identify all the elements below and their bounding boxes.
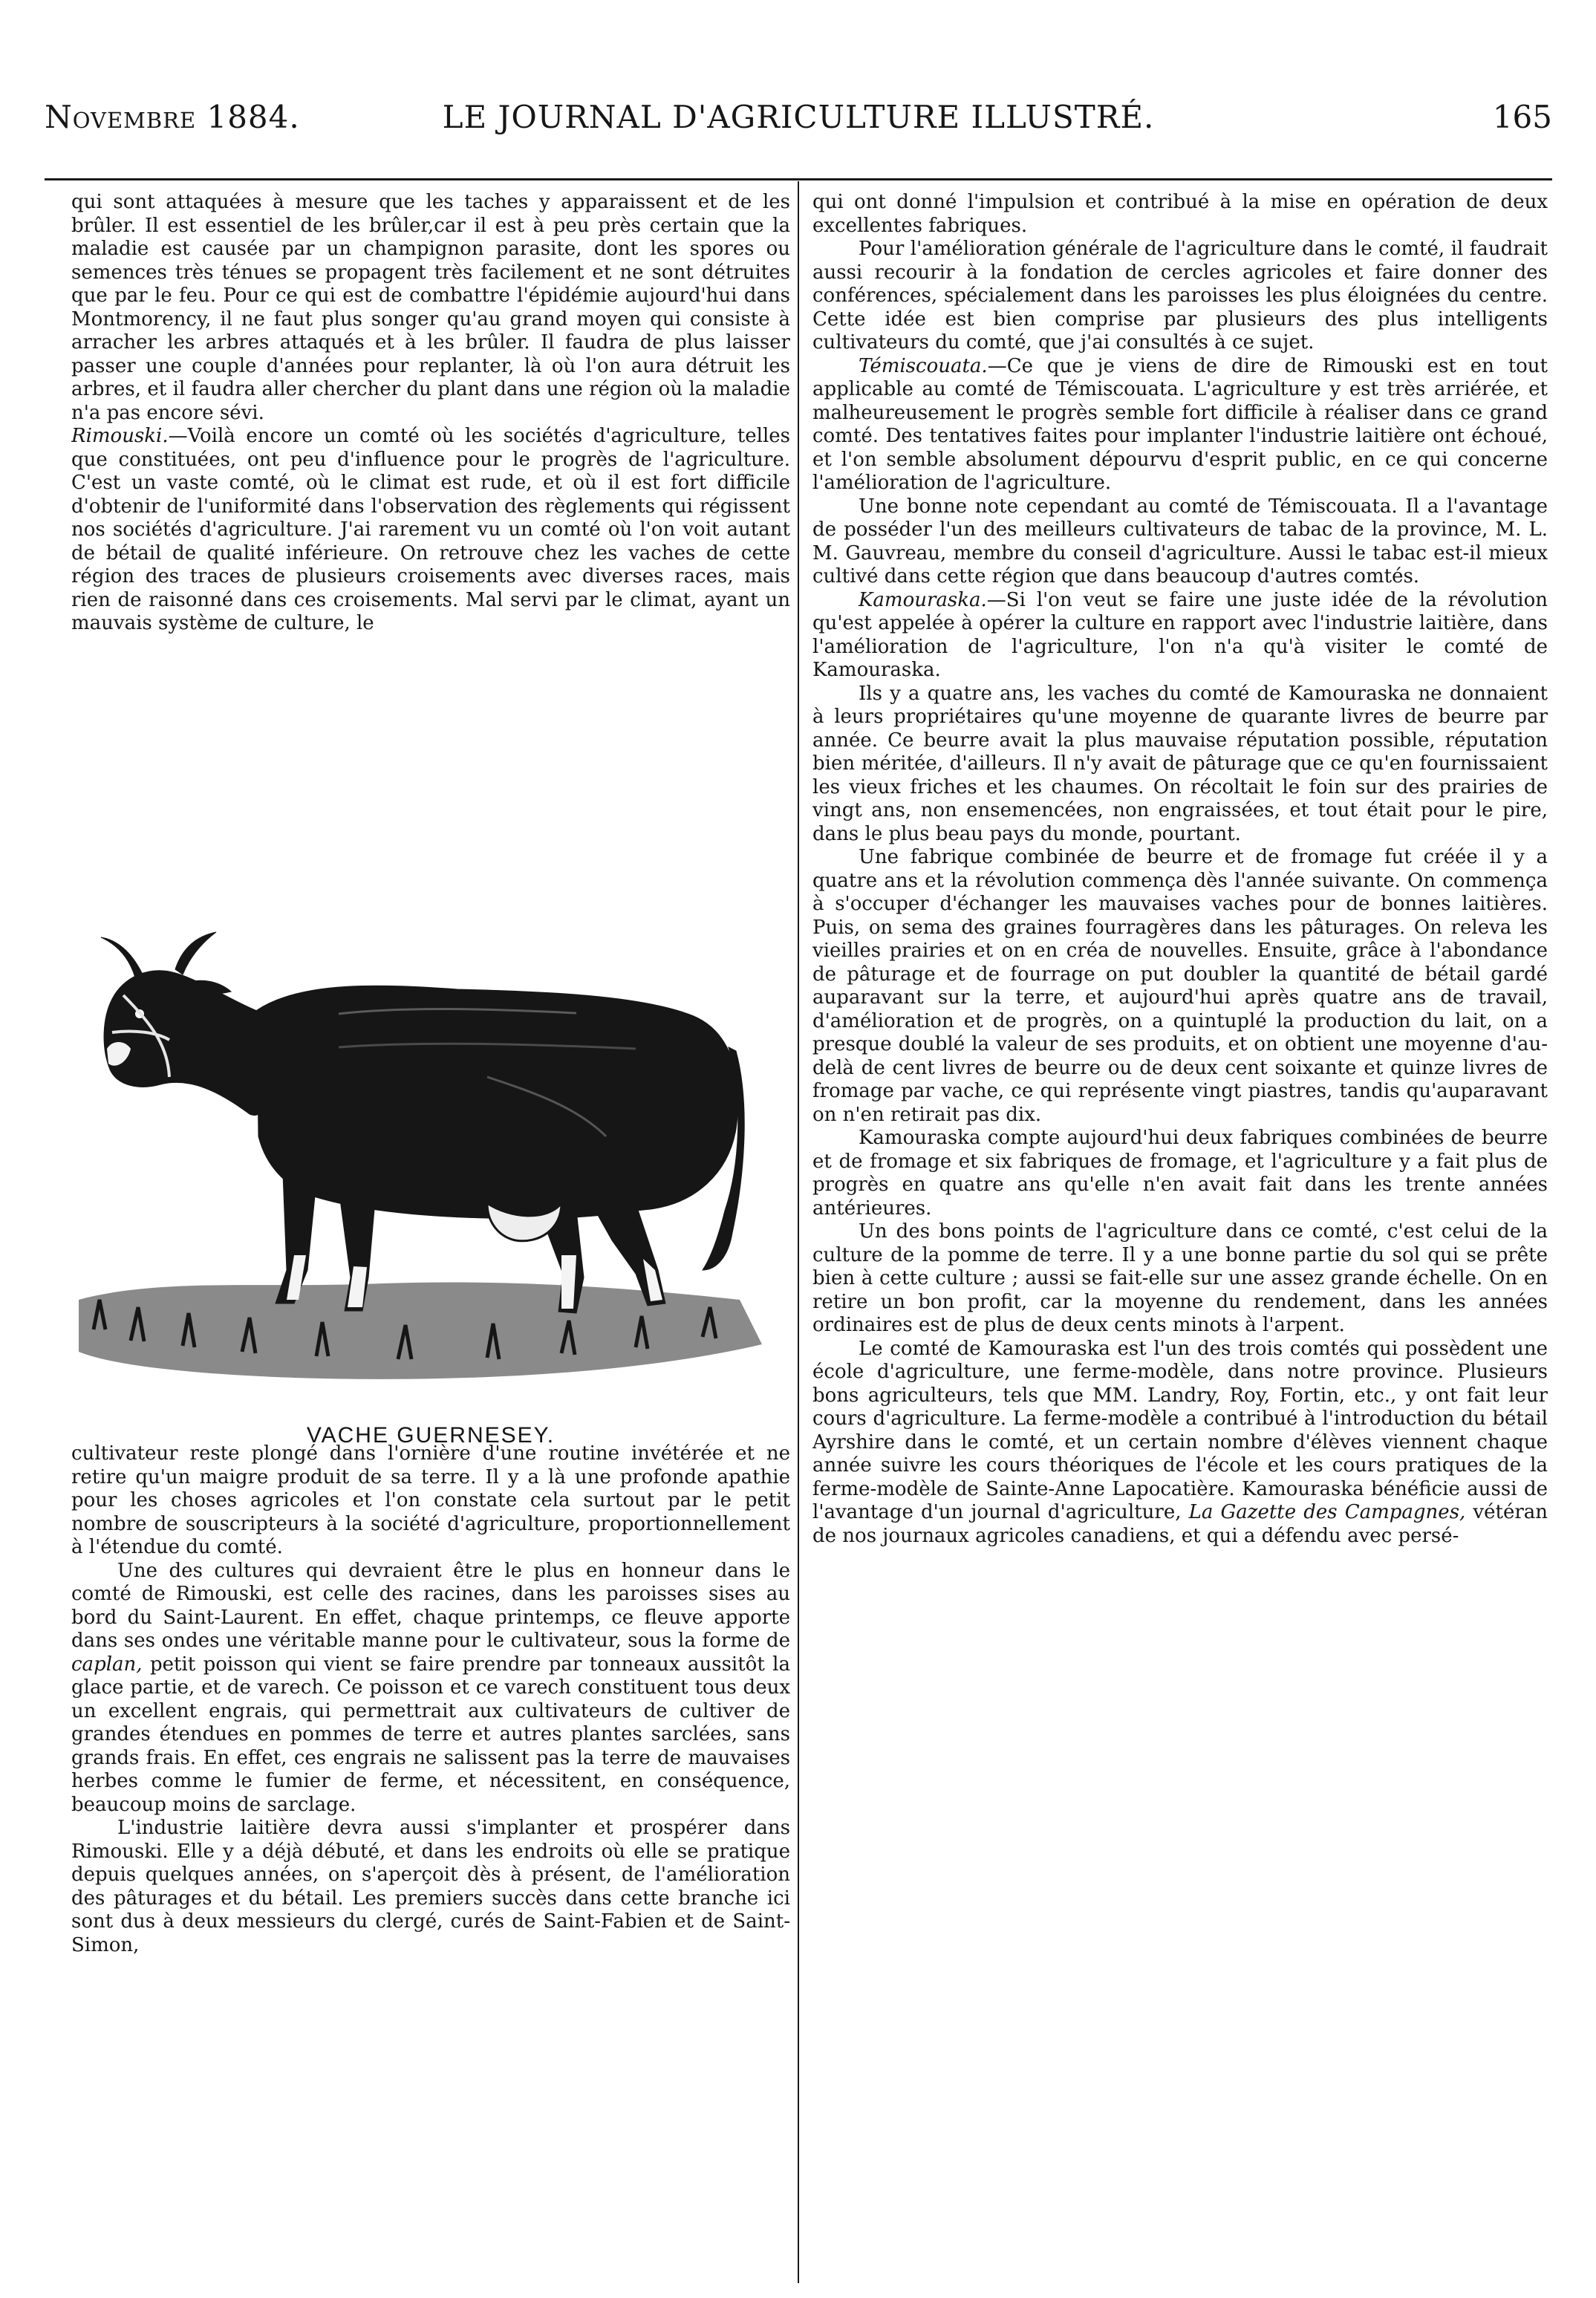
paragraph-text: Ils y a quatre ans, les vaches du comté de Kamouraska ne donnaient à leurs propriétaires qu'une moyenne de quarante livres de beurre par année. Ce beurre avait la plus mauvaise réputation possible, réputation bien méritée, d'ailleurs. Il n'y avait de pâturage que ce qu'en fournissaient les vieux friches et les chaumes. On récoltait le foin sur des prairies de vingt ans, non ensemencées, non engraissées, et tout était pour le pire, dans le plus beau pays du monde, pourtant.	[812, 682, 1548, 845]
left-column-top	[71, 191, 790, 844]
paragraph	[71, 425, 790, 636]
paragraph-text: cultivateur reste plongé dans l'ornière d'une routine invétérée et ne retire qu'un maigre produit de sa terre. Il y a là une profonde apathie pour les choses agricoles et l'on constate cela surtout par le petit nombre de souscripteurs à la société d'agriculture, proportionnellement à l'étendue du comté.	[71, 1442, 790, 1558]
paragraph	[812, 846, 1548, 1127]
header-date: Novembre 1884.	[45, 99, 300, 135]
left-column-bottom	[71, 1442, 790, 2283]
column-divider	[798, 181, 799, 2283]
paragraph-text: Le comté de Kamouraska est l'un des trois comtés qui possèdent une école d'agriculture, une ferme-modèle, dans notre province. Plusieurs bons agriculteurs, tels que MM. Landry, Roy, Fortin, etc., y ont fait leur cours d'agriculture. La ferme-modèle a contribué à l'introduction du bétail Ayrshire dans le comté, et un certain nombre d'élèves viennent chaque année suivre les cours théoriques de l'école et les cours pratiques de la ferme-modèle de Sainte-Anne Lapocatière. Kamouraska bénéficie aussi de l'avantage d'un journal d'agriculture,	[812, 1337, 1548, 1523]
paragraph-text: Une bonne note cependant au comté de Témiscouata. Il a l'avantage de posséder l'un des meilleurs cultivateurs de tabac de la province, M. L. M. Gauvreau, membre du conseil d'agriculture. Aussi le tabac est-il mieux cultivé dans cette région que dans beaucoup d'autres comtés.	[812, 495, 1548, 587]
paragraph	[812, 495, 1548, 589]
italic-text: Kamouraska.	[859, 588, 987, 611]
paragraph	[812, 1127, 1548, 1220]
paragraph	[812, 191, 1548, 238]
paragraph-text: Pour l'amélioration générale de l'agriculture dans le comté, il faudrait aussi recourir à la fondation de cercles agricoles et faire donner des conférences, spécialement dans les paroisses les plus éloignées du centre. Cette idée est bien comprise par plusieurs des plus intelligents cultivateurs du comté, que j'ai consultés à ce sujet.	[812, 238, 1548, 354]
paragraph-text: qui sont attaquées à mesure que les taches y apparaissent et de les brûler. Il est essentiel de les brûler,car il est à peu près certain que la maladie est causée par un champignon parasite, dont les spores ou semences très ténues se propagent très facilement et ne sont détruites que par le feu. Pour ce qui est de combattre l'épidémie aujourd'hui dans Montmorency, il ne faut plus songer qu'au grand moyen qui consiste à arracher les arbres attaqués et à les brûler. Il faudra de plus laisser passer une couple d'années pour replanter, là où l'on aura détruit les arbres, et il faudra aller chercher du plant dans une région où la maladie n'a pas encore sévi.	[71, 191, 790, 424]
paragraph-text: Une fabrique combinée de beurre et de fromage fut créée il y a quatre ans et la révolution commença dès l'année suivante. On commença à s'occuper d'échanger les mauvaises vaches pour de bonnes laitières. Puis, on sema des graines fourragères dans les pâturages. On releva les vieilles prairies et on en créa de nouvelles. Ensuite, grâce à l'abondance de pâturage et de fourrage on put doubler la quantité de bétail gardé auparavant sur la terre, et aujourd'hui après quatre ans de travail, d'amélioration et de progrès, on a quintuplé la production du lait, on a presque doublé la valeur de ses produits, et on obtient une moyenne d'au-delà de cent livres de beurre ou de deux cent soixante et quinze livres de fromage par vache, ce qui représente vingt piastres, tandis qu'auparavant on n'en retirait pas dix.	[812, 846, 1548, 1126]
paragraph	[71, 1560, 790, 1817]
paragraph-text: Une des cultures qui devraient être le plus en honneur dans le comté de Rimouski, est celle des racines, dans les paroisses sises au bord du Saint-Laurent. En effet, chaque printemps, ce fleuve apporte dans ses ondes une véritable manne pour le cultivateur, sous la forme de	[71, 1559, 790, 1652]
header-rule	[45, 178, 1552, 180]
italic-text: Rimouski.	[71, 425, 169, 447]
cow-engraving	[71, 854, 790, 1407]
italic-text: caplan,	[71, 1653, 143, 1676]
paragraph-text: petit poisson qui vient se faire prendre par tonneaux aussitôt la glace partie, et de varech. Ce poisson et ce varech constituent tous deux un excellent engrais, qui permettrait aux cultivateurs de cultiver de grandes étendues en pommes de terre et autres plantes sarclées, sans grands frais. En effet, ces engrais ne salissent pas la terre de mauvaises herbes comme le fumier de ferme, et nécessitent, en conséquence, beaucoup moins de sarclage.	[71, 1653, 790, 1816]
paragraph	[812, 589, 1548, 683]
italic-text: Témiscouata.	[859, 354, 988, 377]
paragraph-text: qui ont donné l'impulsion et contribué à la mise en opération de deux excellentes fabriques.	[812, 191, 1548, 237]
journal-title: LE JOURNAL D'AGRICULTURE ILLUSTRÉ.	[442, 99, 1155, 135]
guernsey-cow-figure	[71, 854, 790, 1448]
paragraph	[812, 238, 1548, 355]
paragraph	[812, 355, 1548, 495]
right-column	[812, 191, 1548, 2283]
paragraph-text: L'industrie laitière devra aussi s'implanter et prospérer dans Rimouski. Elle y a déjà débuté, et dans les endroits où elle se pratique depuis quelques années, on s'aperçoit dès à présent, de l'amélioration des pâturages et du bétail. Les premiers succès dans cette branche ici sont dus à deux messieurs du clergé, curés de Saint-Fabien et de Saint-Simon,	[71, 1817, 790, 1956]
paragraph-text: —Ce que je viens de dire de Rimouski est en tout applicable au comté de Témiscouata. L'agriculture y est très arriérée, et malheureusement le progrès semble fort difficile à réaliser dans ce grand comté. Des tentatives faites pour implanter l'industrie laitière ont échoué, et l'on semble absolument dépourvu d'esprit public, en ce qui concerne l'amélioration de l'agriculture.	[812, 354, 1548, 494]
paragraph	[71, 1442, 790, 1560]
paragraph	[812, 1338, 1548, 1549]
paragraph-text: Kamouraska compte aujourd'hui deux fabriques combinées de beurre et de fromage et six fabriques de fromage, et l'agriculture y a fait plus de progrès en quatre ans qu'elle n'en avait fait dans les trente années antérieures.	[812, 1127, 1548, 1220]
page-number: 165	[1492, 99, 1552, 135]
figure-caption: VACHE GUERNESEY.	[306, 1423, 556, 1448]
paragraph-text: vétéran de nos journaux agricoles canadiens, et qui a défendu avec persé-	[812, 1501, 1548, 1547]
paragraph	[71, 191, 790, 425]
paragraph-text: —Si l'on veut se faire une juste idée de la révolution qu'est appelée à opérer la culture en rapport avec l'industrie laitière, dans l'amélioration de l'agriculture, l'on n'a qu'à visiter le comté de Kamouraska.	[812, 588, 1548, 681]
paragraph-text: Un des bons points de l'agriculture dans ce comté, c'est celui de la culture de la pomme de terre. Il y a une bonne partie du sol qui se prête bien à cette culture ; aussi se fait-elle sur une assez grande échelle. On en retire un bon profit, car la moyenne du rendement, dans les années ordinaires est de plus de deux cents minots à l'arpent.	[812, 1220, 1548, 1336]
paragraph	[71, 1817, 790, 1957]
running-header	[45, 95, 1552, 140]
paragraph-text: —Voilà encore un comté où les sociétés d'agriculture, telles que constituées, ont peu d'influence pour le progrès de l'agriculture. C'est un vaste comté, où le climat est rude, et où il est fort difficile d'obtenir de l'uniformité dans l'observation des règlements qui régissent nos sociétés d'agriculture. J'ai rarement vu un comté où l'on voit autant de bétail de qualité inférieure. On retrouve chez les vaches de cette région des traces de plusieurs croisements avec diverses races, mais rien de raisonné dans ces croisements. Mal servi par le climat, ayant un mauvais système de culture, le	[71, 425, 790, 634]
italic-text: La Gazette des Campagnes,	[1188, 1501, 1466, 1523]
paragraph	[812, 1220, 1548, 1338]
paragraph	[812, 683, 1548, 847]
